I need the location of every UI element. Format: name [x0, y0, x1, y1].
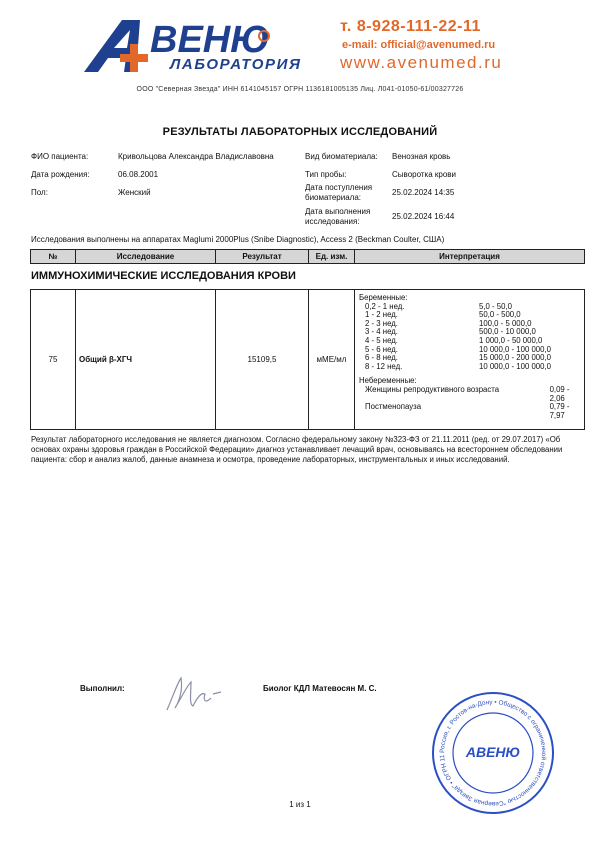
col-interp: Интерпретация [355, 250, 585, 264]
interp-value: 50,0 - 500,0 [479, 310, 521, 320]
row-num: 75 [31, 290, 76, 430]
interp-value: 100,0 - 5 000,0 [479, 318, 532, 328]
table-row [30, 289, 585, 430]
document-title: РЕЗУЛЬТАТЫ ЛАБОРАТОРНЫХ ИССЛЕДОВАНИЙ [162, 126, 438, 138]
interp-label: Женщины репродуктивного возраста [365, 384, 500, 394]
done-value: 25.02.2024 16:44 [392, 212, 455, 221]
contact-block [340, 18, 540, 73]
interp-label: 8 - 12 нед. [365, 361, 403, 371]
interp-row [359, 386, 584, 403]
logo-subtitle: ЛАБОРАТОРИЯ [170, 56, 302, 73]
interp-value: 1 000,0 - 50 000,0 [479, 335, 543, 345]
pregnant-title: Беременные: [359, 293, 408, 302]
email-address: e-mail: official@avenumed.ru [342, 39, 496, 51]
instruments-note: Исследования выполнены на аппаратах Maglumi 2000Plus (Snibe Diagnostic), Access 2 (Beckman Coulter, США) [31, 235, 445, 244]
interp-label: 4 - 5 нед. [365, 335, 398, 345]
section-title: ИММУНОХИМИЧЕСКИЕ ИССЛЕДОВАНИЯ КРОВИ [31, 270, 296, 282]
interp-value: 0,09 - 2,06 [549, 384, 570, 403]
sample-type-value: Сыворотка крови [392, 170, 456, 179]
col-result: Результат [216, 250, 309, 264]
interp-row [359, 363, 584, 372]
interp-value: 0,79 - 7,97 [549, 402, 570, 420]
signature [155, 668, 235, 723]
interp-label: 0,2 - 1 нед. [365, 301, 405, 311]
disclaimer: Результат лабораторного исследования не является диагнозом. Согласно федеральному закону №323-ФЗ от 21.11.2011 (ред. от 29.07.2017) «Об основах охраны здоровья граждан в Российской Федерации» диагноз устанавливает лечащий врач, основываясь на всестороннем обследовании пациента: сбор и анализ жалоб, данные анамнеза и осмотра, проведение лабораторных, инструментальных и иных исследований. [31, 435, 563, 464]
phone-number: т. 8-928-111-22-11 [340, 18, 481, 35]
nonpregnant-title: Небеременные: [359, 376, 417, 386]
row-unit: мМЕ/мл [309, 290, 355, 430]
stamp-brand: АВЕНЮ [465, 744, 521, 760]
interp-value: 15 000,0 - 200 000,0 [479, 353, 551, 363]
svg-text:ВЕНЮ: ВЕНЮ [150, 19, 270, 61]
received-label: Дата поступления биоматериала: [305, 183, 373, 202]
row-test: Общий β-ХГЧ [76, 290, 216, 430]
interp-value: 10 000,0 - 100 000,0 [479, 361, 551, 371]
row-interpretation [355, 290, 585, 430]
patient-name-label: ФИО пациента: [31, 152, 89, 161]
interp-value: 10 000,0 - 100 000,0 [479, 344, 551, 354]
company-logo [84, 14, 334, 82]
patient-name: Кривольцова Александра Владиславовна [118, 152, 274, 161]
interp-label: 3 - 4 нед. [365, 327, 398, 337]
row-result: 15109,5 [216, 290, 309, 430]
signer-name: Биолог КДЛ Матевосян М. С. [263, 684, 377, 693]
pregnant-ranges [359, 303, 584, 372]
interp-label: 2 - 3 нед. [365, 318, 398, 328]
interp-label: 5 - 6 нед. [365, 344, 398, 354]
col-unit: Ед. изм. [309, 250, 355, 264]
website: www.avenumed.ru [340, 53, 503, 72]
interp-label: Постменопауза [365, 402, 422, 412]
performed-by-label: Выполнил: [80, 684, 125, 693]
interp-label: 6 - 8 нед. [365, 353, 398, 363]
page-indicator: 1 из 1 [289, 800, 311, 809]
interp-value: 5,0 - 50,0 [479, 301, 512, 311]
legal-line: ООО "Северная Звезда" ИНН 6141045157 ОГРН 1136181005135 Лиц. Л041-01050-61/00327726 [136, 86, 464, 93]
interp-row [359, 403, 584, 420]
interp-value: 500,0 - 10 000,0 [479, 327, 536, 337]
sample-type-label: Тип пробы: [305, 170, 347, 179]
biomaterial-value: Венозная кровь [392, 152, 451, 161]
sex-value: Женский [118, 188, 151, 197]
interp-label: 1 - 2 нед. [365, 310, 398, 320]
dob-value: 06.08.2001 [118, 170, 159, 179]
dob-label: Дата рождения: [31, 170, 90, 179]
col-num: № [31, 250, 76, 264]
sex-label: Пол: [31, 188, 48, 197]
results-table-header [30, 249, 585, 264]
nonpregnant-ranges [359, 386, 584, 420]
stamp-text: Россия, г. Ростов-на-Дону • Общество с ограниченной ответственностью "Северная Звезда" • ОГРН 11 [438, 698, 548, 808]
col-test: Исследование [76, 250, 216, 264]
done-label: Дата выполнения исследования: [305, 207, 371, 226]
biomaterial-label: Вид биоматериала: [305, 152, 378, 161]
received-value: 25.02.2024 14:35 [392, 188, 455, 197]
